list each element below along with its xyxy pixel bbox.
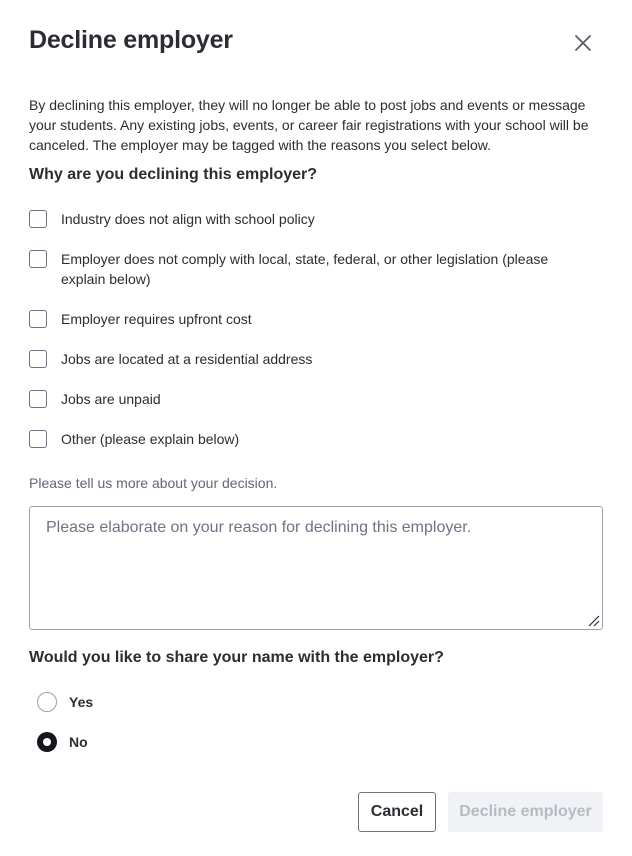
reason-legislation-checkbox[interactable] — [29, 250, 47, 268]
cancel-button[interactable]: Cancel — [358, 792, 436, 832]
reason-industry-option[interactable] — [29, 210, 589, 229]
close-icon — [570, 30, 596, 56]
share-name-no-option[interactable] — [37, 732, 88, 752]
modal-description: By declining this employer, they will no longer be able to post jobs and events or message your students. Any existing jobs, events, or career fair registrations with your school will be canceled. The employer may be tagged with the reasons you select below. — [29, 97, 589, 153]
reason-upfront-cost-label: Employer requires upfront cost — [61, 311, 252, 327]
share-name-question: Would you like to share your name with the employer? — [29, 649, 444, 666]
details-textarea-container — [29, 506, 603, 630]
modal-title: Decline employer — [29, 26, 233, 54]
reason-legislation-option[interactable] — [29, 250, 589, 289]
reason-unpaid-option[interactable] — [29, 390, 589, 409]
reason-unpaid-checkbox[interactable] — [29, 390, 47, 408]
reason-other-label: Other (please explain below) — [61, 431, 240, 447]
reason-unpaid-label: Jobs are unpaid — [61, 391, 161, 407]
reason-other-option[interactable] — [29, 430, 589, 449]
reason-residential-label: Jobs are located at a residential address — [61, 351, 313, 367]
share-name-yes-radio[interactable] — [37, 692, 57, 712]
share-name-yes-label: Yes — [69, 694, 94, 710]
resize-handle-icon[interactable] — [586, 613, 600, 627]
reason-residential-checkbox[interactable] — [29, 350, 47, 368]
reason-legislation-label: Employer does not comply with local, state, federal, or other legislation (please explain below) — [61, 251, 549, 287]
details-textarea[interactable] — [30, 507, 602, 629]
reason-industry-label: Industry does not align with school policy — [61, 211, 315, 227]
reason-upfront-cost-checkbox[interactable] — [29, 310, 47, 328]
decline-employer-button[interactable]: Decline employer — [448, 792, 603, 832]
reason-upfront-cost-option[interactable] — [29, 310, 589, 329]
reason-residential-option[interactable] — [29, 350, 589, 369]
share-name-yes-option[interactable] — [37, 692, 93, 712]
share-name-no-radio[interactable] — [37, 732, 57, 752]
reason-industry-checkbox[interactable] — [29, 210, 47, 228]
share-name-no-label: No — [69, 734, 88, 750]
reasons-question: Why are you declining this employer? — [29, 166, 318, 183]
close-button[interactable] — [570, 30, 596, 56]
reason-other-checkbox[interactable] — [29, 430, 47, 448]
details-hint: Please tell us more about your decision. — [29, 475, 278, 491]
